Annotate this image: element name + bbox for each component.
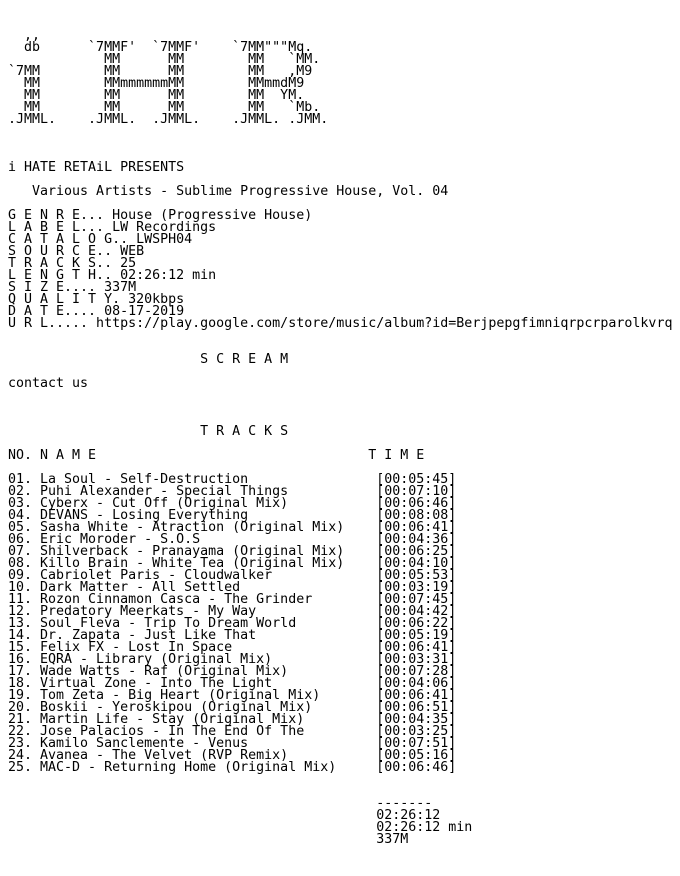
contact-us-link[interactable]: contact us bbox=[8, 376, 89, 391]
presents-line: i HATE RETAiL PRESENTS bbox=[8, 160, 185, 175]
track-row: 17. Wade Watts - Raf (Original Mix) [00:07:28] bbox=[8, 664, 457, 679]
tracks-heading: T R A C K S bbox=[8, 424, 289, 439]
track-row: 13. Soul Fleva - Trip To Dream World [00:06:22] bbox=[8, 616, 457, 631]
info-tracks: T R A C K S.. 25 bbox=[8, 256, 137, 271]
logo-line: ,, bbox=[8, 28, 345, 43]
track-row: 21. Martin Life - Stay (Original Mix) [00:04:35] bbox=[8, 712, 457, 727]
release-title: Various Artists - Sublime Progressive House, Vol. 04 bbox=[8, 184, 449, 199]
info-genre: G E N R E... House (Progressive House) bbox=[8, 208, 313, 223]
tracks-header: NO. N A M E T I M E bbox=[8, 448, 425, 463]
track-row: 18. Virtual Zone - Into The Light [00:04:06] bbox=[8, 676, 457, 691]
total-size: 337M bbox=[8, 832, 409, 847]
track-row: 20. Boskii - Yeroskipou (Original Mix) [00:06:51] bbox=[8, 700, 457, 715]
track-row: 16. EQRA - Library (Original Mix) [00:03:31] bbox=[8, 652, 457, 667]
logo-line: MM MM MM MM YM. bbox=[8, 88, 329, 103]
total-length: 02:26:12 min bbox=[8, 820, 473, 835]
info-length: L E N G T H.. 02:26:12 min bbox=[8, 268, 217, 283]
logo-line: MM MM MM `MM. bbox=[8, 52, 329, 67]
info-size: S I Z E.... 337M bbox=[8, 280, 137, 295]
track-row: 09. Cabriolet Paris - Cloudwalker [00:05:53] bbox=[8, 568, 457, 583]
track-row: 02. Puhi Alexander - Special Things [00:07:10] bbox=[8, 484, 457, 499]
track-row: 03. Cyberx - Cut Off (Original Mix) [00:06:46] bbox=[8, 496, 457, 511]
logo-art bbox=[8, 30, 672, 126]
track-row: 10. Dark Matter - All Settled [00:03:19] bbox=[8, 580, 457, 595]
track-row: 06. Eric Moroder - S.O.S [00:04:36] bbox=[8, 532, 457, 547]
info-catalog: C A T A L O G.. LWSPH04 bbox=[8, 232, 193, 247]
track-row: 08. Killo Brain - White Tea (Original Mix) [00:04:10] bbox=[8, 556, 457, 571]
track-row: 25. MAC-D - Returning Home (Original Mix) [00:06:46] bbox=[8, 760, 457, 775]
totals bbox=[8, 798, 672, 846]
logo-line: `7MM MM MM MM ,M9 bbox=[8, 64, 329, 79]
info-quality: Q U A L I T Y. 320kbps bbox=[8, 292, 185, 307]
track-row: 11. Rozon Cinnamon Casca - The Grinder [00:07:45] bbox=[8, 592, 457, 607]
info-date: D A T E.... 08-17-2019 bbox=[8, 304, 185, 319]
track-row: 15. Felix FX - Lost In Space [00:06:41] bbox=[8, 640, 457, 655]
track-row: 05. Sasha White - Atraction (Original Mix) [00:06:41] bbox=[8, 520, 457, 535]
info-source: S O U R C E.. WEB bbox=[8, 244, 145, 259]
track-row: 07. Shilverback - Pranayama (Original Mix) [00:06:25] bbox=[8, 544, 457, 559]
track-row: 14. Dr. Zapata - Just Like That [00:05:19] bbox=[8, 628, 457, 643]
track-row: 12. Predatory Meerkats - My Way [00:04:42] bbox=[8, 604, 457, 619]
logo-line: MM MMmmmmmmMM MMmmdM9 bbox=[8, 76, 329, 91]
track-list bbox=[8, 474, 672, 774]
track-row: 04. DEVANS - Losing Everything [00:08:08] bbox=[8, 508, 457, 523]
logo-line: MM MM MM MM `Mb. bbox=[8, 100, 329, 115]
logo-line: db `7MMF' `7MMF' `7MM"""Mq. bbox=[8, 40, 329, 55]
scream-heading: S C R E A M bbox=[8, 352, 289, 367]
total-time: 02:26:12 bbox=[8, 808, 441, 823]
nfo-document bbox=[8, 30, 672, 846]
info-url: U R L..... https://play.google.com/store/music/album?id=Berjpepgfimniqrpcrparolkvrq bbox=[8, 316, 673, 331]
track-row: 23. Kamilo Sanclemente - Venus [00:07:51] bbox=[8, 736, 457, 751]
logo-line: .JMML. .JMML. .JMML. .JMML. .JMM. bbox=[8, 112, 329, 127]
track-row: 01. La Soul - Self-Destruction [00:05:45] bbox=[8, 472, 457, 487]
totals-rule: ------- bbox=[8, 796, 433, 811]
track-row: 22. Jose Palacios - In The End Of The [00:03:25] bbox=[8, 724, 457, 739]
track-row: 19. Tom Zeta - Big Heart (Original Mix) [00:06:41] bbox=[8, 688, 457, 703]
info-label: L A B E L... LW Recordings bbox=[8, 220, 217, 235]
release-info bbox=[8, 210, 672, 330]
track-row: 24. Avanea - The Velvet (RVP Remix) [00:05:16] bbox=[8, 748, 457, 763]
